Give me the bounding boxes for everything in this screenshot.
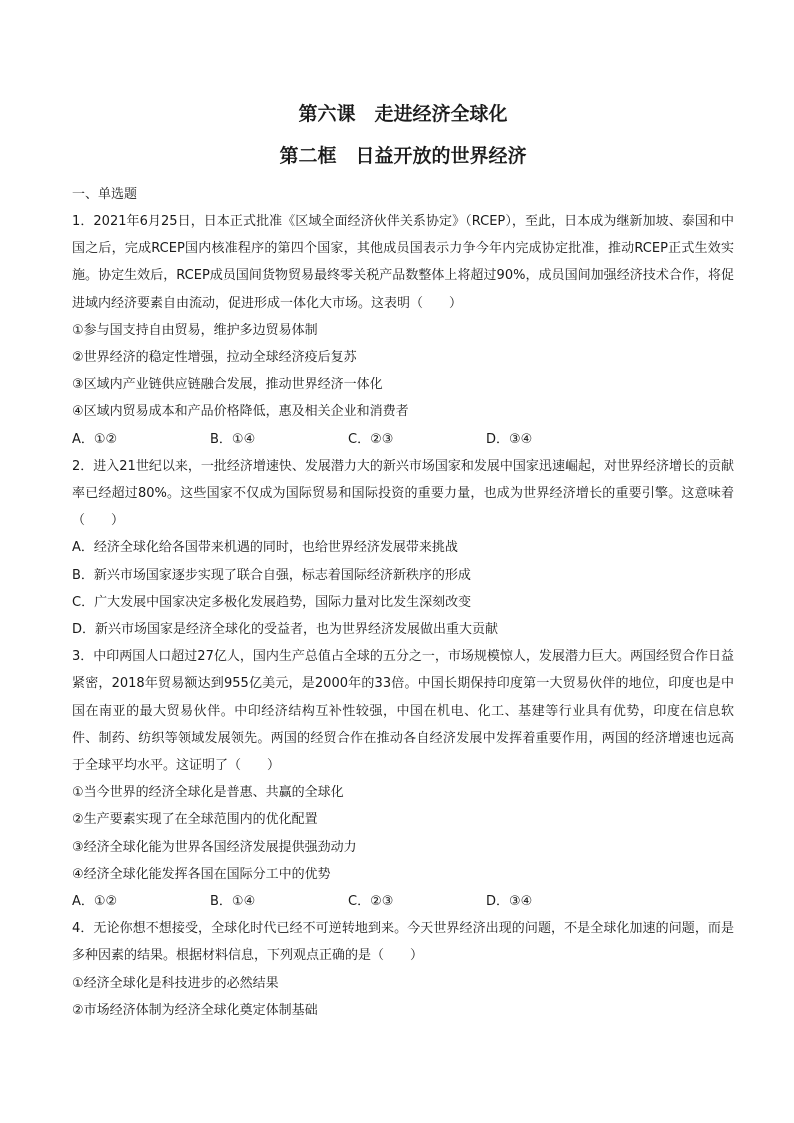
statement: ②生产要素实现了在全球范围内的优化配置 bbox=[72, 812, 318, 828]
choice-d: D．③④ bbox=[486, 431, 533, 447]
choice-b: B．①④ bbox=[210, 894, 256, 910]
question-stem: 3．中印两国人口超过27亿人，国内生产总值占全球的五分之一，市场规模惊人，发展潜力巨大。两国经贸合作日益紧密，2018年贸易额达到955亿美元，是2000年的33倍。中国长期保持印度第一大贸易伙伴的地位，印度也是中国在南亚的最大贸易伙伴。中印经济结构互补性较强，中国在机电、化工、基建等行业具有优势，印度在信息软件、制药、纺织等领域发展领先。两国的经贸合作在推动各自经济发展中发挥着重要作用，两国的经济增速也远高于全球平均水平。这证明了（ ） bbox=[72, 649, 734, 774]
choice-b: B．①④ bbox=[210, 431, 256, 447]
question-1 bbox=[72, 208, 734, 453]
option-c: C．广大发展中国家决定多极化发展趋势，国际力量对比发生深刻改变 bbox=[72, 594, 472, 610]
question-2 bbox=[72, 453, 734, 643]
choice-a: A．①② bbox=[72, 431, 118, 447]
answer-choices bbox=[72, 426, 734, 453]
statement: ③经济全球化能为世界各国经济发展提供强劲动力 bbox=[72, 839, 357, 855]
option-b: B．新兴市场国家逐步实现了联合自强，标志着国际经济新秩序的形成 bbox=[72, 567, 471, 583]
statement: ①经济全球化是科技进步的必然结果 bbox=[72, 975, 279, 991]
statement: ④区域内贸易成本和产品价格降低，惠及相关企业和消费者 bbox=[72, 404, 409, 420]
option-d: D．新兴市场国家是经济全球化的受益者，也为世界经济发展做出重大贡献 bbox=[72, 622, 499, 638]
statement: ①参与国支持自由贸易，维护多边贸易体制 bbox=[72, 322, 318, 338]
statement: ③区域内产业链供应链融合发展，推动世界经济一体化 bbox=[72, 377, 383, 393]
statement: ④经济全球化能发挥各国在国际分工中的优势 bbox=[72, 866, 331, 882]
statement: ②市场经济体制为经济全球化奠定体制基础 bbox=[72, 1002, 318, 1018]
question-stem: 4．无论你想不想接受，全球化时代已经不可逆转地到来。今天世界经济出现的问题，不是全球化加速的问题，而是多种因素的结果。根据材料信息，下列观点正确的是（ ） bbox=[72, 921, 734, 964]
statement: ①当今世界的经济全球化是普惠、共赢的全球化 bbox=[72, 785, 344, 801]
statement: ②世界经济的稳定性增强，拉动全球经济疫后复苏 bbox=[72, 350, 357, 366]
section-heading: 一、单选题 bbox=[72, 187, 138, 202]
choice-d: D．③④ bbox=[486, 894, 533, 910]
question-stem: 2．进入21世纪以来，一批经济增速快、发展潜力大的新兴市场国家和发展中国家迅速崛起，对世界经济增长的贡献率已经超过80%。这些国家不仅成为国际贸易和国际投资的重要力量，也成为世界经济增长的重要引擎。这意味着（ ） bbox=[72, 458, 734, 529]
question-3 bbox=[72, 643, 734, 915]
question-4 bbox=[72, 915, 734, 1024]
section-title: 第二框 日益开放的世界经济 bbox=[279, 145, 527, 167]
question-stem: 1．2021年6月25日，日本正式批准《区域全面经济伙伴关系协定》（RCEP），至此，日本成为继新加坡、泰国和中国之后，完成RCEP国内核准程序的第四个国家，其他成员国表示力争今年内完成协定批准，推动RCEP正式生效实施。协定生效后，RCEP成员国间货物贸易最终零关税产品数整体上将超过90%，成员国间加强经济技术合作，将促进域内经济要素自由流动，促进形成一体化大市场。这表明（ ） bbox=[72, 214, 734, 311]
choice-c: C．②③ bbox=[348, 431, 394, 447]
choice-c: C．②③ bbox=[348, 894, 394, 910]
option-a: A．经济全球化给各国带来机遇的同时，也给世界经济发展带来挑战 bbox=[72, 540, 458, 556]
lesson-title: 第六课 走进经济全球化 bbox=[298, 103, 508, 125]
answer-choices bbox=[72, 888, 734, 915]
choice-a: A．①② bbox=[72, 894, 118, 910]
